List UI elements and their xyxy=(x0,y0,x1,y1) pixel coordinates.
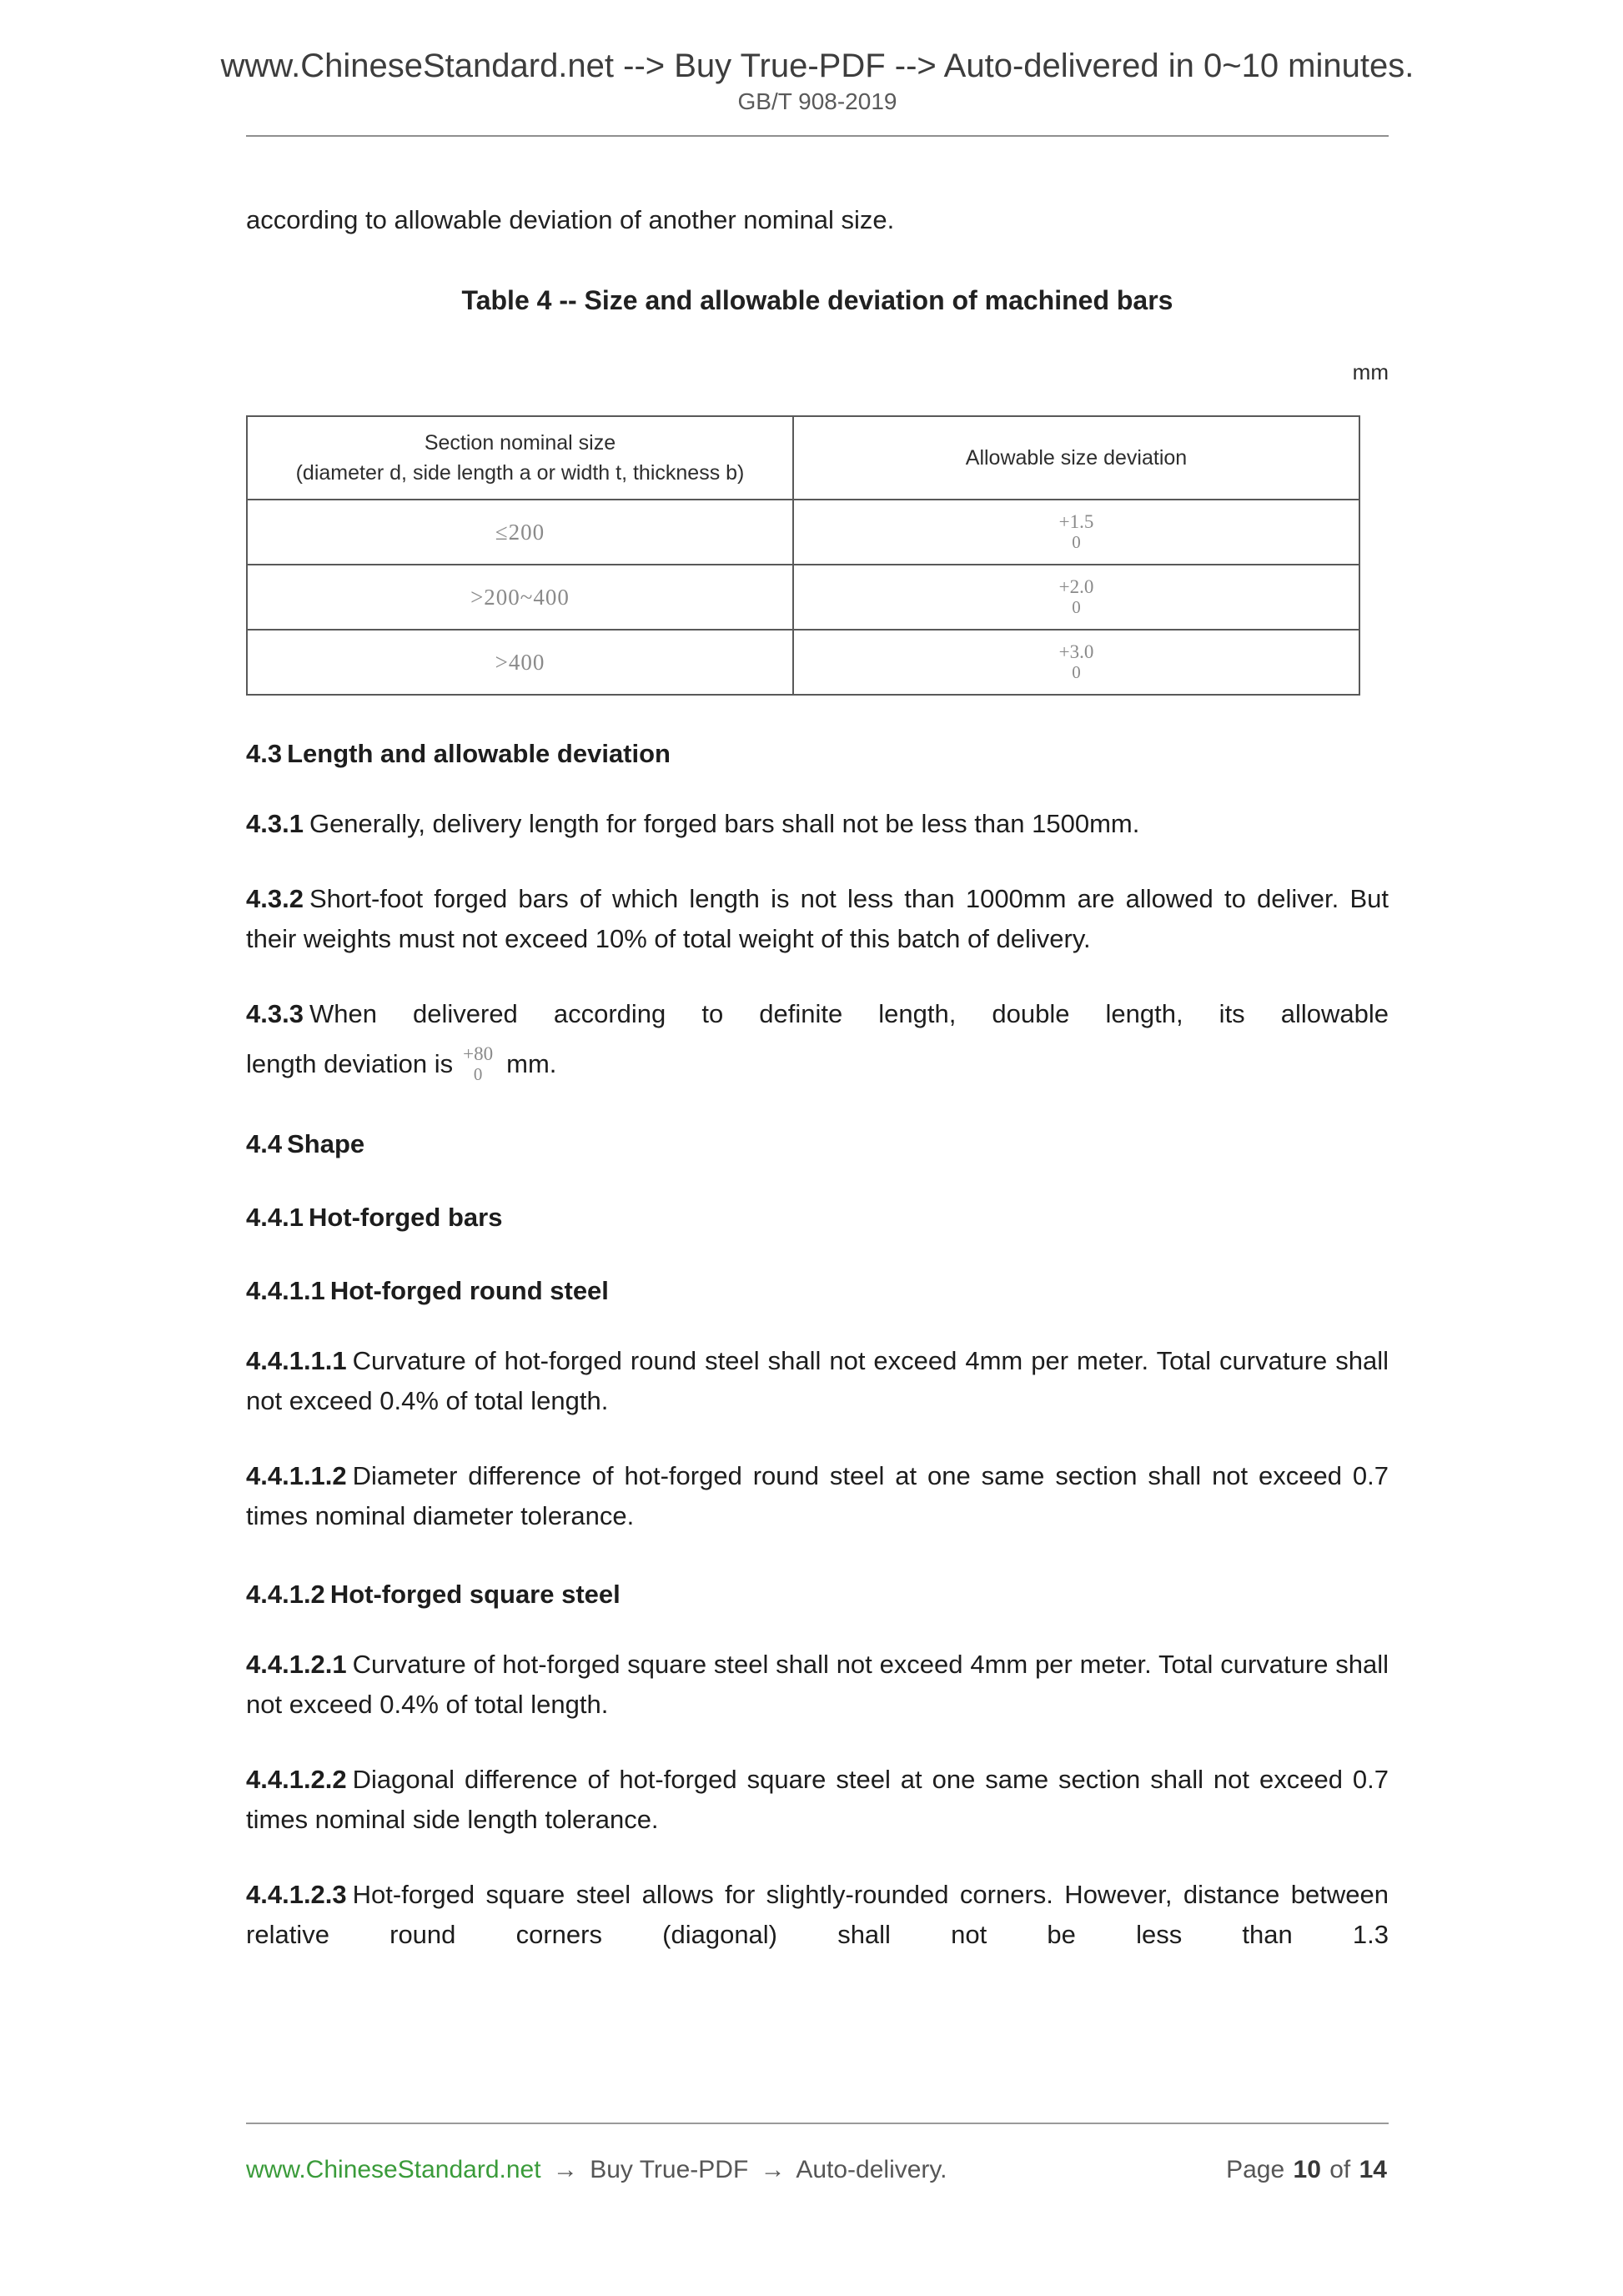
table-row xyxy=(247,500,1359,565)
tolerance-stack xyxy=(463,1043,493,1084)
tolerance-upper: +80 xyxy=(463,1043,494,1065)
footer-delivery-text: Auto-delivery. xyxy=(796,2156,947,2183)
deviation-value xyxy=(793,630,1359,695)
page-current: 10 xyxy=(1293,2156,1321,2183)
of-label: of xyxy=(1329,2156,1351,2183)
footer-buy-text: Buy True-PDF xyxy=(590,2156,749,2183)
tolerance-stack xyxy=(1059,511,1094,552)
section-heading-4-4-1-1: 4.4.1.1 Hot-forged round steel xyxy=(246,1276,609,1305)
tolerance-upper: +2.0 xyxy=(1058,576,1094,598)
deviation-table xyxy=(246,415,1360,696)
paragraph-4-4-1-1-1: 4.4.1.1.1 Curvature of hot-forged round steel shall not exceed 4mm per meter. Total curvature shall not exceed 0.4% of total length. xyxy=(246,1346,1389,1415)
tolerance-line-suffix: mm. xyxy=(506,1049,557,1078)
paragraph-4-3-1: 4.3.1 Generally, delivery length for forged bars shall not be less than 1500mm. xyxy=(246,809,1140,838)
paragraph-4-3-2: 4.3.2 Short-foot forged bars of which length is not less than 1000mm are allowed to deliver. But their weights must not exceed 10% of total weight of this batch of delivery. xyxy=(246,884,1389,953)
lead-paragraph: according to allowable deviation of another nominal size. xyxy=(246,205,895,234)
paragraph-4-4-1-2-2: 4.4.1.2.2 Diagonal difference of hot-forged square steel at one same section shall not exceed 0.7 times nominal side length tolerance. xyxy=(246,1765,1389,1834)
tolerance-stack xyxy=(1059,641,1094,682)
page-label: Page xyxy=(1226,2156,1285,2183)
tolerance-upper: +3.0 xyxy=(1058,641,1094,663)
section-heading-4-3: 4.3 Length and allowable deviation xyxy=(246,739,671,768)
tolerance-lower: 0 xyxy=(473,1064,483,1085)
footer-site-link[interactable]: www.ChineseStandard.net xyxy=(246,2156,541,2183)
deviation-value xyxy=(793,500,1359,565)
col-header-size-line2: (diameter d, side length a or width t, thickness b) xyxy=(295,461,745,485)
tolerance-lower: 0 xyxy=(1072,532,1081,553)
paragraph-4-3-3 xyxy=(246,994,1389,1086)
paragraph-4-4-1-1-2: 4.4.1.1.2 Diameter difference of hot-forged round steel at one same section shall not exceed 0.7 times nominal diameter tolerance. xyxy=(246,1461,1389,1530)
tolerance-lower: 0 xyxy=(1072,597,1081,618)
col-header-size xyxy=(247,416,793,500)
size-value: >400 xyxy=(247,630,793,695)
tolerance-lower: 0 xyxy=(1072,662,1081,683)
paragraph-4-3-3-line1: 4.3.3 When delivered according to definite length, double length, its allowable xyxy=(246,999,1389,1028)
site-banner: www.ChineseStandard.net --> Buy True-PDF --> Auto-delivered in 0~10 minutes. xyxy=(220,48,1414,84)
table-row xyxy=(247,565,1359,630)
tolerance-line-prefix: length deviation is xyxy=(246,1049,454,1078)
footer-links xyxy=(246,2156,952,2184)
section-heading-4-4-1-2: 4.4.1.2 Hot-forged square steel xyxy=(246,1580,621,1609)
deviation-value xyxy=(793,565,1359,630)
page-total: 14 xyxy=(1359,2156,1387,2183)
tolerance-upper: +1.5 xyxy=(1058,511,1094,533)
paragraph-4-4-1-2-1: 4.4.1.2.1 Curvature of hot-forged square steel shall not exceed 4mm per meter. Total curvature shall not exceed 0.4% of total length. xyxy=(246,1650,1389,1719)
page-indicator xyxy=(1226,2156,1389,2184)
col-header-deviation: Allowable size deviation xyxy=(793,416,1359,500)
tolerance-stack xyxy=(1059,576,1094,617)
table-caption: Table 4 -- Size and allowable deviation of machined bars xyxy=(461,285,1173,315)
table-header-row xyxy=(247,416,1359,500)
header-divider xyxy=(246,135,1389,137)
standard-number: GB/T 908-2019 xyxy=(737,88,897,114)
page-footer xyxy=(246,2123,1389,2184)
arrow-right-icon: → xyxy=(552,2156,578,2183)
section-heading-4-4-1: 4.4.1 Hot-forged bars xyxy=(246,1203,503,1232)
paragraph-4-4-1-2-3: 4.4.1.2.3 Hot-forged square steel allows for slightly-rounded corners. However, distance between relative round corners (diagonal) shall not be less than 1.3 xyxy=(246,1880,1389,1949)
unit-label: mm xyxy=(1352,359,1389,384)
table-row xyxy=(247,630,1359,695)
paragraph-4-3-3-line2 xyxy=(246,1042,1389,1086)
arrow-right-icon: → xyxy=(760,2156,786,2183)
col-header-size-line1: Section nominal size xyxy=(424,430,616,455)
size-value: ≤200 xyxy=(247,500,793,565)
section-heading-4-4: 4.4 Shape xyxy=(246,1129,365,1158)
size-value: >200~400 xyxy=(247,565,793,630)
